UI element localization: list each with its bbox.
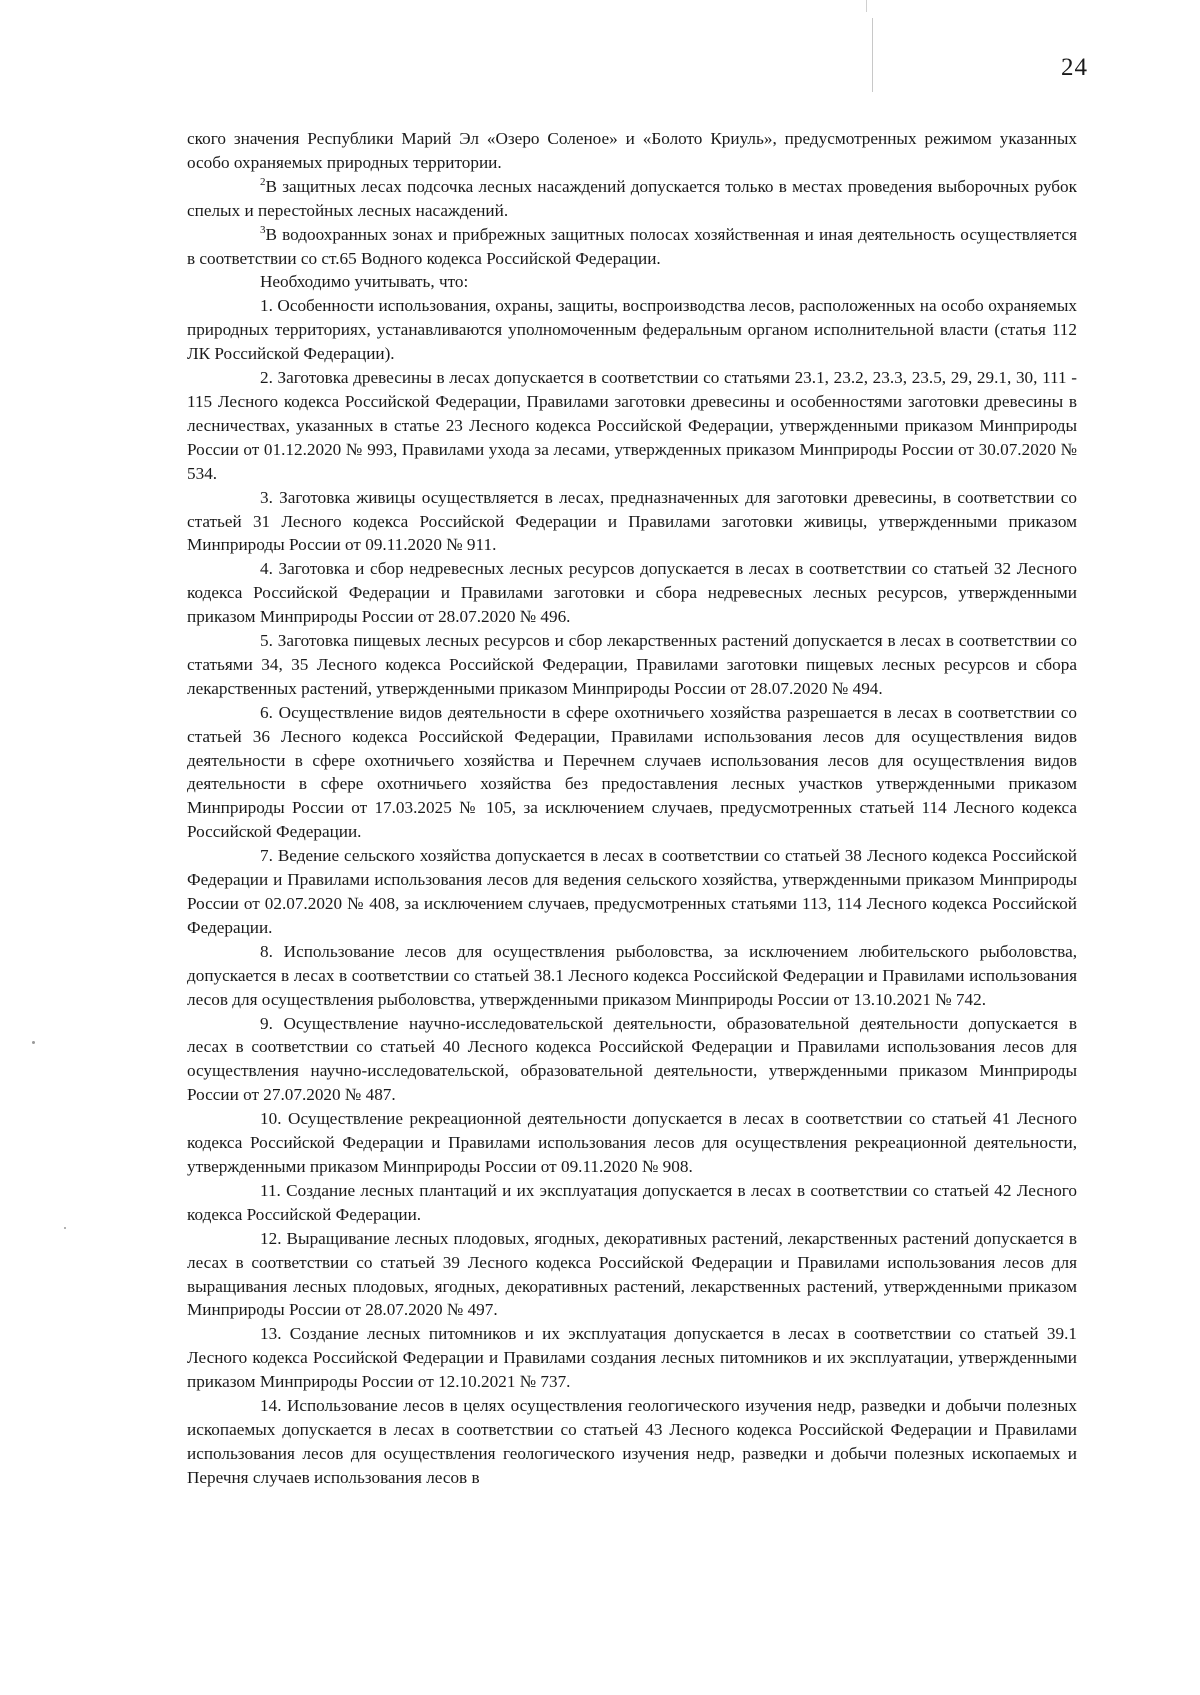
footnote-text: В защитных лесах подсочка лесных насаждений допускается только в местах проведения выборочных рубок спелых и перестойных лесных насаждений. (187, 176, 1077, 220)
paragraph-continuation: ского значения Республики Марий Эл «Озеро Соленое» и «Болото Криуль», предусмотренных режимом указанных особо охраняемых природных территории. (187, 129, 1077, 172)
footnote-mark: 3 (260, 223, 266, 236)
page-number: 24 (1061, 54, 1088, 81)
footnote-3 (187, 223, 1077, 271)
paragraph-2: 2. Заготовка древесины в лесах допускается в соответствии со статьями 23.1, 23.2, 23.3, 23.5, 29, 29.1, 30, 111 - 115 Лесного кодекса Российской Федерации, Правилами заготовки древесины и особенностями заготовки древесины в лесничествах, указанных в статье 23 Лесного кодекса Российской Федерации, утвержденными приказом Минприроды России от 01.12.2020 № 993, Правилами ухода за лесами, утвержденных приказом Минприроды России от 30.07.2020 № 534. (187, 368, 1077, 483)
scan-speck (32, 1041, 35, 1044)
paragraph-6: 6. Осуществление видов деятельности в сфере охотничьего хозяйства разрешается в лесах в соответствии со статьей 36 Лесного кодекса Российской Федерации, Правилами использования лесов для осуществления видов деятельности в сфере охотничьего хозяйства и Перечнем случаев использования лесов для осуществления видов деятельности в сфере охотничьего хозяйства без предоставления лесных участков утвержденными приказом Минприроды России от 17.03.2025 № 105, за исключением случаев, предусмотренных статьей 114 Лесного кодекса Российской Федерации. (187, 702, 1077, 842)
paragraph-3: 3. Заготовка живицы осуществляется в лесах, предназначенных для заготовки древесины, в соответствии со статьей 31 Лесного кодекса Российской Федерации и Правилами заготовки живицы, утвержденными приказом Минприроды России от 09.11.2020 № 911. (187, 487, 1077, 555)
intro-line: Необходимо учитывать, что: (260, 272, 469, 292)
scan-speck (64, 1227, 66, 1229)
paragraph-13: 13. Создание лесных питомников и их эксплуатация допускается в лесах в соответствии со статьей 39.1 Лесного кодекса Российской Федерации и Правилами создания лесных питомников и их эксплуатации, утвержденными приказом Минприроды России от 12.10.2021 № 737. (187, 1324, 1077, 1392)
paragraph-9: 9. Осуществление научно-исследовательской деятельности, образовательной деятельности допускается в лесах в соответствии со статьей 40 Лесного кодекса Российской Федерации и Правилами использования лесов для осуществления научно-исследовательской, образовательной деятельности, утвержденными приказом Минприроды России от 27.07.2020 № 487. (187, 1013, 1077, 1105)
footnote-mark: 2 (260, 175, 266, 188)
paragraph-10: 10. Осуществление рекреационной деятельности допускается в лесах в соответствии со статьей 41 Лесного кодекса Российской Федерации и Правилами использования лесов для осуществления рекреационной деятельности, утвержденными приказом Минприроды России от 09.11.2020 № 908. (187, 1109, 1077, 1176)
document-body (187, 127, 1077, 1490)
footnote-text: В водоохранных зонах и прибрежных защитных полосах хозяйственная и иная деятельность осуществляется в соответствии со ст.65 Водного кодекса Российской Федерации. (187, 224, 1077, 268)
scan-artifact-line (872, 18, 873, 92)
paragraph-8: 8. Использование лесов для осуществления рыболовства, за исключением любительского рыболовства, допускается в лесах в соответствии со статьей 38.1 Лесного кодекса Российской Федерации и Правилами использования лесов для осуществления рыболовства, утвержденными приказом Минприроды России от 13.10.2021 № 742. (187, 941, 1077, 1009)
paragraph-14: 14. Использование лесов в целях осуществления геологического изучения недр, разведки и добычи полезных ископаемых допускается в лесах в соответствии со статьей 43 Лесного кодекса Российской Федерации и Правилами использования лесов для осуществления геологического изучения недр, разведки и добычи полезных ископаемых и Перечня случаев использования лесов в (187, 1396, 1077, 1487)
footnote-2 (187, 175, 1077, 223)
paragraph-7: 7. Ведение сельского хозяйства допускается в лесах в соответствии со статьей 38 Лесного кодекса Российской Федерации и Правилами использования лесов для ведения сельского хозяйства, утвержденными приказом Минприроды России от 02.07.2020 № 408, за исключением случаев, предусмотренных статьями 113, 114 Лесного кодекса Российской Федерации. (187, 846, 1077, 937)
scan-artifact-line (866, 0, 867, 12)
paragraph-4: 4. Заготовка и сбор недревесных лесных ресурсов допускается в лесах в соответствии со статьей 32 Лесного кодекса Российской Федерации и Правилами заготовки и сбора недревесных лесных ресурсов, утвержденными приказом Минприроды России от 28.07.2020 № 496. (187, 559, 1077, 627)
paragraph-12: 12. Выращивание лесных плодовых, ягодных, декоративных растений, лекарственных растений допускается в лесах в соответствии со статьей 39 Лесного кодекса Российской Федерации и Правилами использования лесов для выращивания лесных плодовых, ягодных, декоративных растений, лекарственных растений, утвержденными приказом Минприроды России от 28.07.2020 № 497. (187, 1228, 1077, 1320)
paragraph-1: 1. Особенности использования, охраны, защиты, воспроизводства лесов, расположенных на особо охраняемых природных территориях, устанавливаются уполномоченным федеральным органом исполнительной власти (статья 112 ЛК Российской Федерации). (187, 296, 1077, 364)
paragraph-5: 5. Заготовка пищевых лесных ресурсов и сбор лекарственных растений допускается в лесах в соответствии со статьями 34, 35 Лесного кодекса Российской Федерации, Правилами заготовки пищевых лесных ресурсов и сбора лекарственных растений, утвержденными приказом Минприроды России от 28.07.2020 № 494. (187, 631, 1077, 698)
paragraph-11: 11. Создание лесных плантаций и их эксплуатация допускается в лесах в соответствии со статьей 42 Лесного кодекса Российской Федерации. (187, 1180, 1077, 1224)
